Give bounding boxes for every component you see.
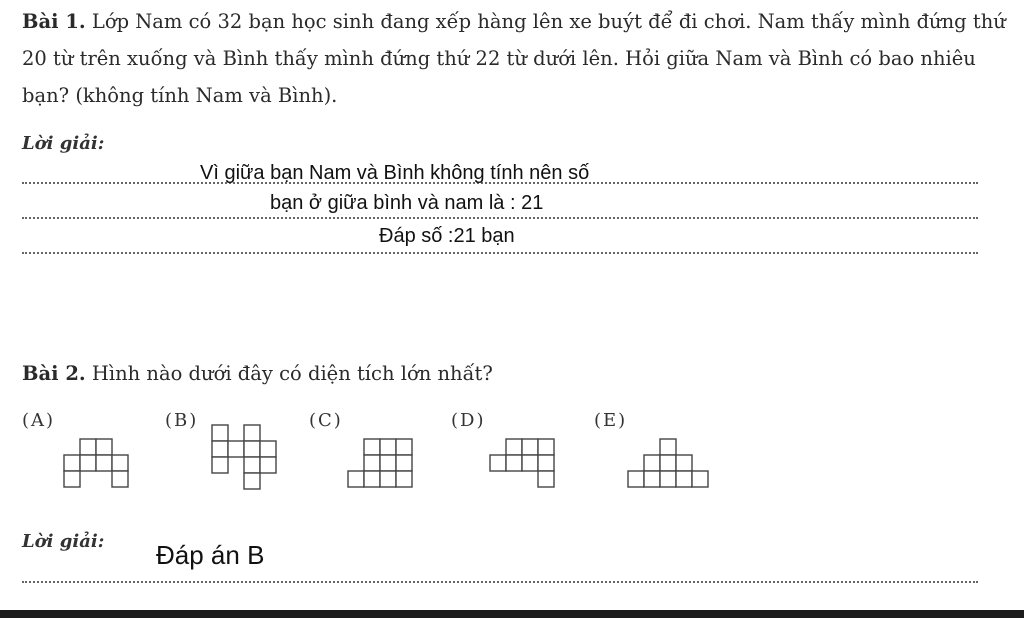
solution-1-line-2: bạn ở giữa bình và nam là : 21: [270, 192, 544, 214]
shape-c: [342, 436, 418, 494]
option-a-label: (A): [22, 410, 56, 431]
option-c-label: (C): [309, 410, 343, 431]
bottom-edge-bar: [0, 610, 1024, 618]
problem-2-number: Bài 2.: [22, 362, 86, 385]
option-b-label: (B): [165, 410, 199, 431]
answer-line-4: [22, 581, 978, 583]
option-d-label: (D): [451, 410, 486, 431]
problem-1-number: Bài 1.: [22, 10, 86, 33]
solution-2-answer: Đáp án B: [156, 540, 265, 570]
solution-2-label: Lời giải:: [22, 531, 105, 552]
solution-1-line-1: Vì giữa bạn Nam và Bình không tính nên số: [200, 162, 590, 184]
problem-2: [22, 355, 1012, 392]
problem-1-text: Lớp Nam có 32 bạn học sinh đang xếp hàng lên xe buýt để đi chơi. Nam thấy mình đứng thứ 20 từ trên xuống và Bình thấy mình đứng thứ 22 từ dưới lên. Hỏi giữa Nam và Bình có bao nhiêu bạn? (không tính Nam và Bình).: [22, 10, 1006, 107]
answer-line-3: [22, 252, 978, 254]
shape-d: [484, 436, 560, 494]
solution-1-label: Lời giải:: [22, 133, 105, 154]
shape-a: [58, 436, 134, 494]
problem-1: [22, 3, 1012, 114]
shape-e: [622, 436, 718, 494]
problem-2-text: Hình nào dưới đây có diện tích lớn nhất?: [91, 362, 493, 385]
shape-b: [206, 422, 282, 496]
option-e-label: (E): [594, 410, 628, 431]
answer-line-2: [22, 217, 978, 219]
solution-1-answer: Đáp số :21 bạn: [379, 225, 515, 247]
